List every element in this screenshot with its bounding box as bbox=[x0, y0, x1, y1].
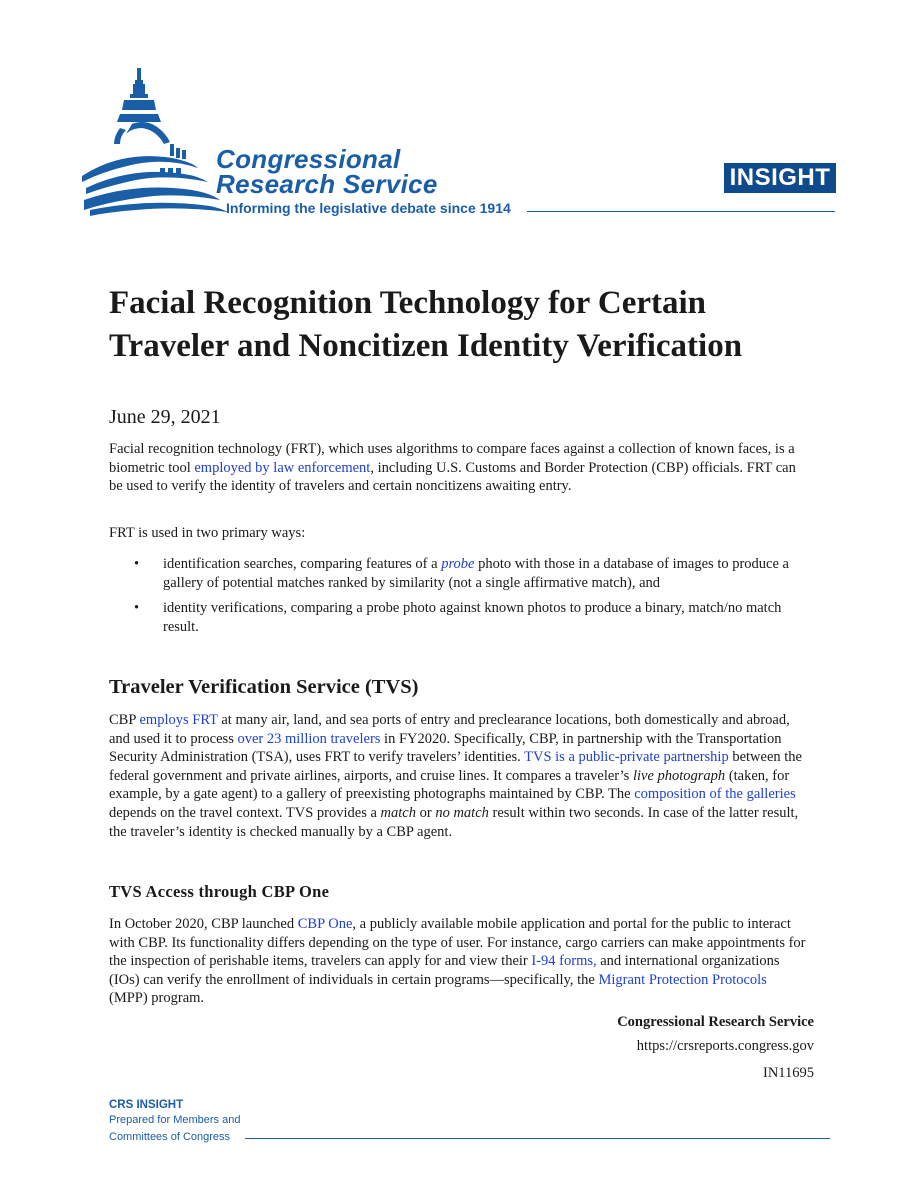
cbp-one-text-4: (MPP) program. bbox=[109, 990, 205, 1007]
tagline: Informing the legislative debate since 1914 bbox=[226, 200, 511, 216]
bullet-1-text-2: photo with those in a database of images to produce a gallery of potential matches ranked by similarity (not a single affirmative match), and bbox=[163, 556, 789, 591]
intro-text-2: , including U.S. Customs and Border Protection (CBP) officials. FRT can be used to verify the identity of travelers and certain noncitizens awaiting entry. bbox=[109, 459, 796, 495]
cbp-one-text-3: and international organizations (IOs) can verify the enrollment of individuals in certain programs—specifically, the bbox=[109, 953, 780, 988]
footer-prepared-line: Prepared for Members and bbox=[109, 1114, 241, 1126]
tvs-paragraph bbox=[109, 711, 809, 841]
list-item bbox=[109, 555, 809, 592]
cbp-one-paragraph bbox=[109, 915, 809, 1008]
title-line-1: Facial Recognition Technology for Certain bbox=[109, 285, 707, 321]
tvs-text-6: depends on the travel context. TVS provides a bbox=[109, 804, 381, 821]
link-migrant-protection-protocols[interactable]: Migrant Protection Protocols bbox=[598, 971, 767, 988]
footer-url[interactable]: https://crsreports.congress.gov bbox=[636, 1038, 814, 1054]
link-composition-of-the-galleries[interactable]: composition of the galleries bbox=[634, 786, 796, 803]
org-name-line1: Congressional bbox=[216, 144, 401, 174]
tvs-text-5: (taken, for example, by a gate agent) to a gallery of preexisting photographs maintained by CBP. The bbox=[109, 767, 790, 803]
uses-list bbox=[109, 555, 809, 643]
footer-org: Congressional Research Service bbox=[617, 1014, 814, 1030]
link-probe[interactable]: probe bbox=[441, 556, 475, 572]
tvs-text-7: or bbox=[415, 804, 436, 821]
section-heading-cbp-one: TVS Access through CBP One bbox=[109, 882, 330, 901]
tvs-text-1: CBP bbox=[109, 712, 140, 728]
tvs-text-2: at many air, land, and sea ports of entry and preclearance locations, both domestically and abroad, and used it to process bbox=[109, 712, 790, 747]
tvs-italic-no-match: no match bbox=[435, 804, 489, 821]
cbp-one-text-1: In October 2020, CBP launched bbox=[109, 916, 298, 932]
page-title bbox=[109, 282, 829, 368]
footer-rule bbox=[245, 1138, 830, 1139]
tvs-text-3: in FY2020. Specifically, CBP, in partnership with the Transportation Security Administration (TSA), uses FRT to verify travelers’ identities. bbox=[109, 730, 782, 766]
link-tvs-public-private-partnership[interactable]: TVS is a public-private partnership bbox=[524, 749, 729, 766]
uses-intro: FRT is used in two primary ways: bbox=[109, 525, 306, 541]
intro-text-1: Facial recognition technology (FRT), which uses algorithms to compare faces against a collection of known faces, is a biometric tool bbox=[109, 441, 795, 476]
bullet-icon: • bbox=[134, 556, 140, 572]
intro-paragraph bbox=[109, 440, 809, 496]
link-employed-by-law-enforcement[interactable]: employed by law enforcement bbox=[194, 459, 371, 476]
list-item bbox=[109, 599, 809, 636]
tvs-italic-live-photograph: live photograph bbox=[632, 767, 726, 784]
report-date: June 29, 2021 bbox=[109, 406, 221, 428]
org-name-line2: Research Service bbox=[216, 169, 438, 199]
section-heading-tvs: Traveler Verification Service (TVS) bbox=[109, 676, 419, 698]
cbp-one-text-2: , a publicly available mobile application and portal for the public to interact with CBP. Its functionality differs depending on the type of user. For instance, cargo carriers can make appointments for the inspection of perishable items, travelers can apply for and view their bbox=[109, 916, 806, 970]
link-cbp-one[interactable]: CBP One bbox=[297, 916, 353, 932]
title-line-2: Traveler and Noncitizen Identity Verification bbox=[109, 328, 743, 364]
tvs-italic-match: match bbox=[380, 804, 416, 821]
footer-report-id: IN11695 bbox=[762, 1065, 814, 1081]
insight-badge: INSIGHT bbox=[724, 163, 836, 193]
bullet-2-text: identity verifications, comparing a probe photo against known photos to produce a binary, match/no match result. bbox=[163, 600, 782, 635]
link-employs-frt[interactable]: employs FRT bbox=[139, 712, 218, 728]
link-over-23-million-travelers[interactable]: over 23 million travelers bbox=[237, 730, 381, 747]
header-rule bbox=[527, 211, 835, 212]
link-i94-forms[interactable]: I-94 forms, bbox=[531, 953, 597, 970]
footer-committees-line: Committees of Congress bbox=[109, 1131, 231, 1143]
bullet-icon: • bbox=[134, 600, 140, 617]
bullet-1-text-1: identification searches, comparing features of a bbox=[163, 556, 442, 572]
tvs-text-8: result within two seconds. In case of the latter result, the traveler’s identity is checked manually by a CBP agent. bbox=[109, 804, 799, 840]
footer-crs-insight: CRS INSIGHT bbox=[109, 1099, 184, 1111]
tvs-text-4: between the federal government and private airlines, airports, and cruise lines. It compares a traveler’s bbox=[109, 749, 802, 784]
